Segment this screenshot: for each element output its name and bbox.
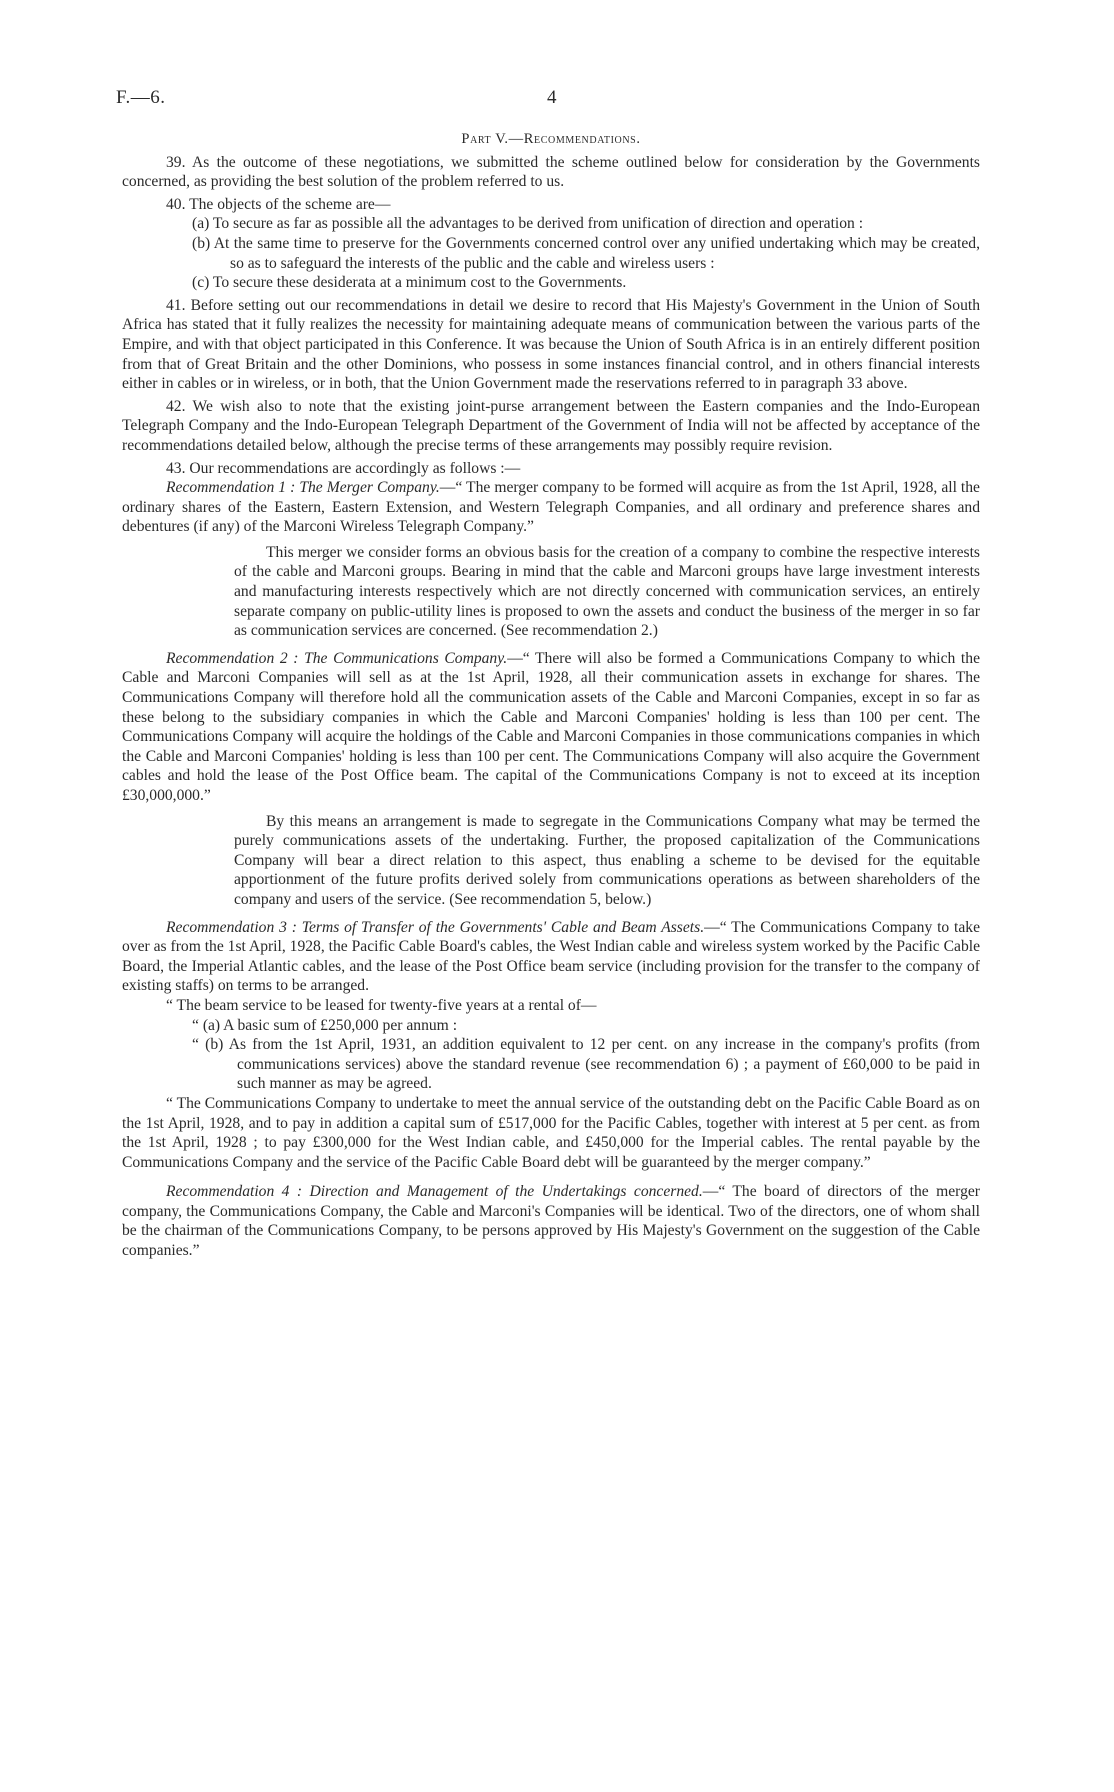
recommendation-1-text: —“ The merger company to be formed will acquire as from the 1st April, 1928, all the ordinary shares of the Eastern, Eastern Extension, and Western Telegraph Companies, and all ordinary and preference shares and debentures (if any) of the Marconi Wireless Telegraph Company.” [122,479,980,536]
recommendation-2-commentary: By this means an arrangement is made to segregate in the Communications Company what may be termed the purely communications assets of the undertaking. Further, the proposed capitalization of the Communications Company will bear a direct relation to this aspect, thus enabling a scheme to be devised for the equitable apportionment of the future profits derived solely from communications operations as between shareholders of the company and users of the service. (See recommendation 5, below.) [234,812,980,908]
objective-c: (c) To secure these desiderata at a minimum cost to the Governments. [192,274,627,292]
recommendation-1 [122,478,980,537]
paragraph-41: 41. Before setting out our recommendations in detail we desire to record that His Majesty's Government in the Union of South Africa has stated that it fully realizes the necessity for maintaining adequate means of communication between the various parts of the Empire, and with that object participated in this Conference. It was because the Union of South Africa is in an entirely different position from that of Great Britain and the other Dominions, who possess in some instances financial control, and in others financial interests either in cables or in wireless, or in both, that the Union Government made the reservations referred to in paragraph 33 above. [122,296,980,393]
paragraph-42: 42. We wish also to note that the existing joint-purse arrangement between the Eastern companies and the Indo-European Telegraph Company and the Indo-European Telegraph Department of the Government of India will not be affected by acceptance of the recommendations detailed below, although the precise terms of these arrangements may possibly require revision. [122,397,980,454]
paragraph-43: 43. Our recommendations are accordingly as follows :— [166,459,521,477]
recommendation-4 [122,1182,980,1260]
recommendation-3-title: Recommendation 3 : Terms of Transfer of the Governments' Cable and Beam Assets. [166,918,705,936]
document-page [116,86,980,1261]
recommendation-3-text: —“ The Communications Company to take over as from the 1st April, 1928, the Pacific Cable Board's cables, the West Indian cable and wireless system worked by the Pacific Cable Board, the Imperial Atlantic cables, and the lease of the Post Office beam service (including provision for the transfer to the company of existing staffs) on terms to be arranged. [122,918,980,995]
beam-term-b: “ (b) As from the 1st April, 1931, an addition equivalent to 12 per cent. on any increase in the company's profits (from communications services) above the standard revenue (see recommendation 6) ; a payment of £60,000 to be paid in such manner as may be agreed. [192,1036,980,1093]
recommendation-4-text: —“ The board of directors of the merger company, the Communications Company, the Cable and Marconi's Companies will be identical. Two of the directors, one of whom shall be the chairman of the Communications Company, to be persons approved by His Majesty's Government on the suggestion of the Cable companies.” [122,1183,980,1260]
recommendation-1-commentary: This merger we consider forms an obvious basis for the creation of a company to combine the respective interests of the cable and Marconi groups. Bearing in mind that the cable and Marconi groups have large investment interests and manufacturing interests respectively which are not directly concerned with communication services, an entirely separate company on public-utility lines is proposed to own the assets and conduct the business of the merger in so far as communication services are concerned. (See recommendation 2.) [234,543,980,640]
recommendation-3 [122,918,980,996]
beam-term-a: “ (a) A basic sum of £250,000 per annum : [192,1016,458,1034]
recommendation-2-text: —“ There will also be formed a Communications Company to which the Cable and Marconi Companies will sell as at the 1st April, 1928, all their communication assets in exchange for shares. The Communications Company will therefore hold all the communication assets of the Cable and Marconi Companies, except in so far as these belong to the subsidiary companies in which the Cable and Marconi Companies' holding is less than 100 per cent. The Communications Company will acquire the holdings of the Cable and Marconi Companies in those communications companies in which the Cable and Marconi Companies' holding is less than 100 per cent. The Communications Company will also acquire the Government cables and hold the lease of the Post Office beam. The capital of the Communications Company is not to exceed at its inception £30,000,000.” [122,649,980,804]
paragraph-39: 39. As the outcome of these negotiations, we submitted the scheme outlined below for consideration by the Governments concerned, as providing the best solution of the problem referred to us. [122,153,980,191]
recommendation-3-closing: “ The Communications Company to undertake to meet the annual service of the outstanding debt on the Pacific Cable Board as on the 1st April, 1928, and to pay in addition a capital sum of £517,000 for the Pacific Cables, together with interest at 5 per cent. as from the 1st April, 1928 ; to pay £300,000 for the West Indian cable, and £450,000 for the Imperial cables. The rental payable by the Communications Company and the service of the Pacific Cable Board debt will be guaranteed by the merger company.” [122,1094,980,1171]
recommendation-2-title: Recommendation 2 : The Communications Company. [166,649,508,667]
beam-service-intro: “ The beam service to be leased for twenty-five years at a rental of— [166,996,597,1014]
paragraph-40-intro: 40. The objects of the scheme are— [166,195,391,213]
part-label: Part V. [461,131,509,147]
recommendation-1-title: Recommendation 1 : The Merger Company. [166,479,440,497]
part-heading [122,130,980,150]
part-dash: — [508,131,524,147]
part-title-text: Recommendations. [523,131,641,147]
document-reference: F.—6. [116,87,166,108]
page-number: 4 [547,87,557,108]
objective-b: (b) At the same time to preserve for the Governments concerned control over any unified undertaking which may be created, so as to safeguard the interests of the public and the cable and wireless users : [192,234,980,272]
objective-a: (a) To secure as far as possible all the advantages to be derived from unification of direction and operation : [192,215,864,233]
page-header [116,86,980,126]
recommendation-2 [122,649,980,806]
recommendation-4-title: Recommendation 4 : Direction and Management of the Undertakings concerned. [166,1183,703,1201]
